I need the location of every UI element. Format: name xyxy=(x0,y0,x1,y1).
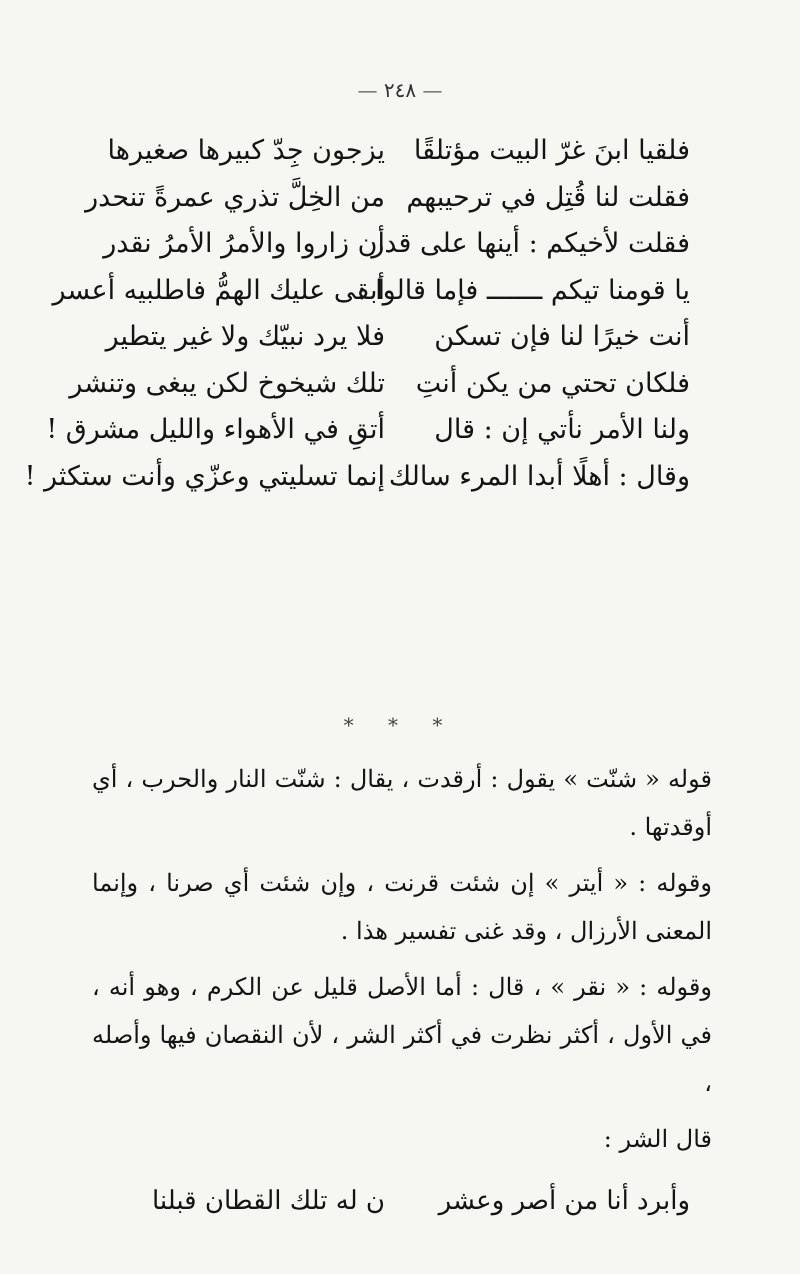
header-dash-right: — xyxy=(422,78,443,102)
hemistich-left xyxy=(105,314,385,360)
hemistich-left xyxy=(103,221,385,267)
verse-text: فلقيا ابنَ غرّ البيت مؤتلقًا xyxy=(413,135,690,167)
hemistich-left xyxy=(85,175,385,221)
commentary-paragraph: وقوله : « نقر » ، قال : أما الأصل قليل عن الكرم ، وهو أنه ، في الأول ، أكثر نظرت في أكثر الشر ، لأن النقصان فيها وأصله ، xyxy=(92,973,712,1097)
closing-verse xyxy=(110,1178,690,1224)
hemistich-right xyxy=(415,1178,690,1224)
hemistich-left xyxy=(69,361,385,407)
page-header xyxy=(0,78,800,102)
commentary-paragraph: وقوله : « أيتر » إن شئت قرنت ، وإن شئت أي صرنا ، وإنما المعنى الأرزال ، وقد غنى تفسير هذا . xyxy=(92,869,712,945)
poem-couplet xyxy=(103,221,690,268)
hemistich-right xyxy=(415,128,690,174)
poem-couplet xyxy=(46,407,690,454)
verse-text: تلك شيخوخ لكن يبغى وتنشر xyxy=(69,367,385,399)
poem-couplet xyxy=(107,128,690,175)
poem-couplet xyxy=(69,361,690,408)
verse-text: وقال : أهلًا أبدا المرء سالك xyxy=(388,460,690,492)
poem-couplet xyxy=(105,314,690,361)
hemistich-right xyxy=(415,314,690,360)
hemistich-left xyxy=(46,407,385,453)
verse-text: وأبرد أنا من أصر وعشر xyxy=(438,1186,690,1216)
hemistich-left xyxy=(107,128,385,174)
verse-text: أتقِ في الأهواء والليل مشرق ! xyxy=(46,414,385,446)
verse-text: فلكان تحتي من يكن أنتِ xyxy=(415,367,690,399)
verse-text: إنما تسليتي وعزّي وأنت ستكثر ! xyxy=(24,460,385,492)
poem-couplet xyxy=(24,454,690,501)
verse-text: ولنا الأمر نأتي إن : قال xyxy=(434,414,690,446)
hemistich-right xyxy=(406,175,690,221)
verse-text: أبقى عليك الهمُّ فاطلبيه أعسر xyxy=(52,274,385,306)
header-dash-left: — xyxy=(357,78,378,102)
poem-couplet xyxy=(52,268,690,315)
commentary xyxy=(92,755,712,1171)
verse-text: يا قومنا تيكم ـــــــ فإما قالوا : xyxy=(357,274,690,306)
page-number: ٢٤٨ xyxy=(383,78,417,102)
verse-text: من الخِلَّ تذري عمرةً تنحدر xyxy=(85,181,385,213)
hemistich-left xyxy=(24,454,385,500)
verse-text: فلا يرد نبيّك ولا غير يتطير xyxy=(105,321,385,353)
verse-text: ن له تلك القطان قبلنا xyxy=(151,1186,385,1216)
commentary-paragraph: قوله « شنّت » يقول : أرقدت ، يقال : شنّت النار والحرب ، أي أوقدتها . xyxy=(92,765,712,841)
poem-couplet xyxy=(85,175,690,222)
hemistich-left xyxy=(52,268,385,314)
verse-text: أن زاروا والأمرُ الأمرُ نقدر xyxy=(103,228,385,260)
hemistich-right xyxy=(371,221,690,267)
verse-text: فقلت لنا قُتِل في ترحيبهم xyxy=(406,181,690,213)
poem xyxy=(24,128,690,500)
hemistich-right xyxy=(415,407,690,453)
hemistich-right xyxy=(357,268,690,314)
commentary-paragraph: قال الشر : xyxy=(603,1125,712,1153)
verse-text: أنت خيرًا لنا فإن تسكن xyxy=(434,321,690,353)
hemistich-right xyxy=(415,361,690,407)
hemistich-right xyxy=(388,454,690,500)
verse-text: فقلت لأخيكم : أينها على قدر xyxy=(371,228,690,260)
section-divider-stars: * * * xyxy=(343,713,457,737)
hemistich-left xyxy=(110,1178,385,1224)
verse-text: يزجون جِدّ كبيرها صغيرها xyxy=(107,135,385,167)
